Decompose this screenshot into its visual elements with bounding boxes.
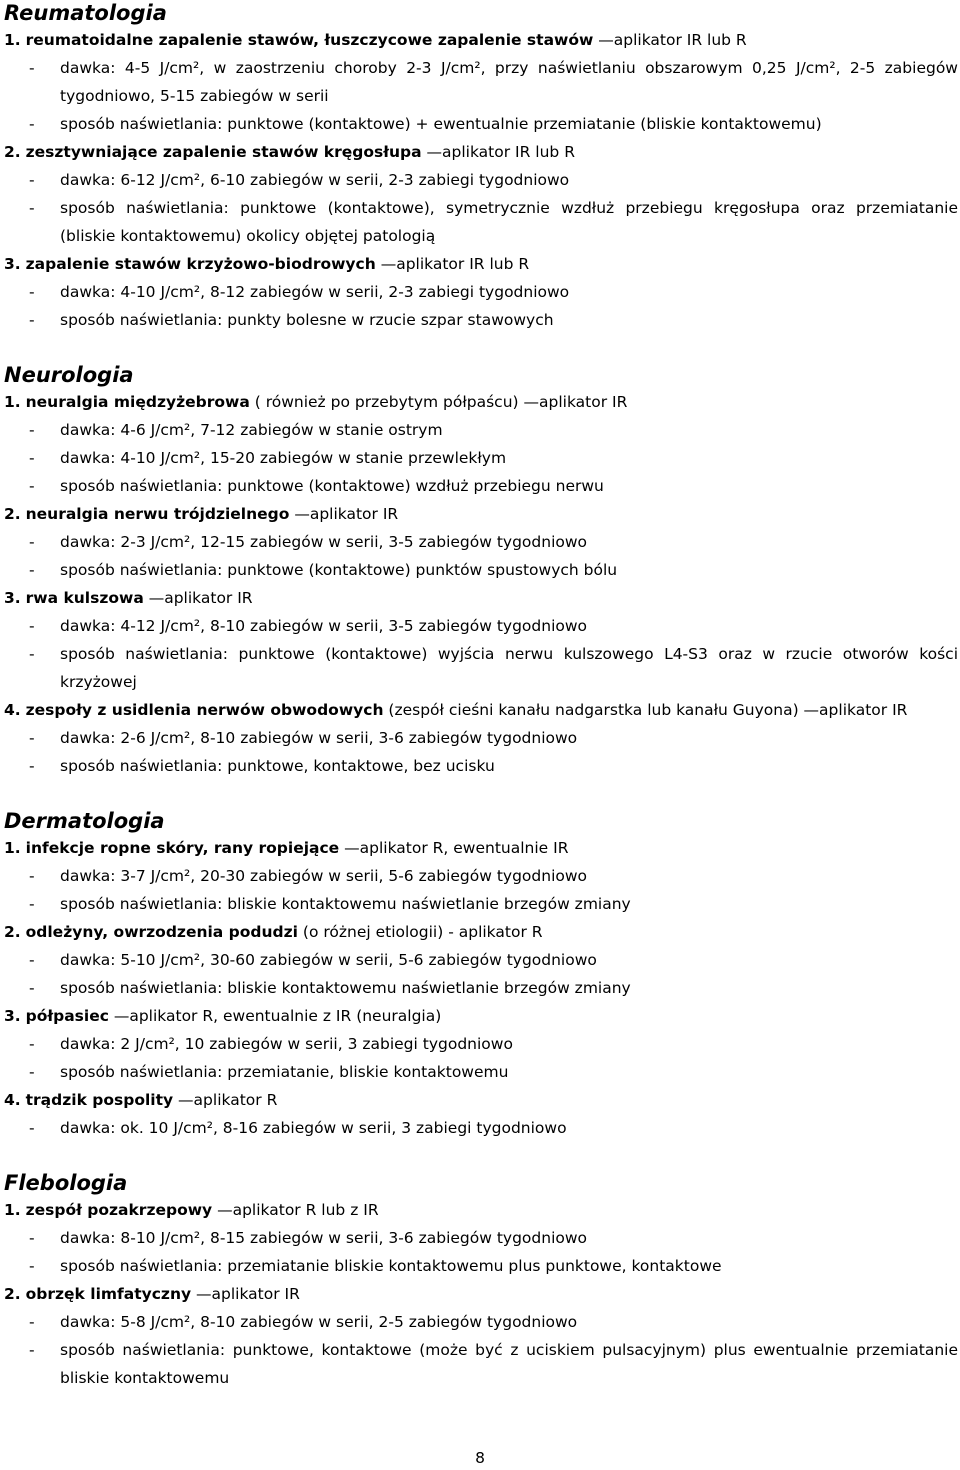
dash: - xyxy=(29,561,35,579)
bullet-text: sposób naświetlania: punkty bolesne w rzucie szpar stawowych xyxy=(60,311,554,329)
dash: - xyxy=(29,1313,35,1331)
item-title: neuralgia nerwu trójdzielnego xyxy=(25,505,290,523)
bullet-line xyxy=(4,444,958,472)
bullet-text: dawka: 4-10 J/cm², 15-20 zabiegów w stanie przewlekłym xyxy=(60,449,507,467)
list-item xyxy=(4,584,958,696)
bullet-text: sposób naświetlania: punktowe (kontaktowe) wzdłuż przebiegu nerwu xyxy=(60,477,604,495)
dash: - xyxy=(29,115,35,133)
bullet-line xyxy=(4,194,958,250)
item-number: 3. xyxy=(4,1007,21,1025)
item-heading xyxy=(4,834,958,862)
list-item xyxy=(4,696,958,780)
item-heading xyxy=(4,584,958,612)
item-applicator: —aplikator IR xyxy=(191,1285,300,1303)
item-heading xyxy=(4,138,958,166)
dash: - xyxy=(29,617,35,635)
section-dermatologia xyxy=(4,808,958,1142)
bullet-text: sposób naświetlania: punktowe (kontaktowe) + ewentualnie przemiatanie (bliskie kontaktowemu) xyxy=(60,115,822,133)
bullet-text: dawka: 4-12 J/cm², 8-10 zabiegów w serii, 3-5 zabiegów tygodniowo xyxy=(60,617,588,635)
bullet-text: sposób naświetlania: przemiatanie, bliskie kontaktowemu xyxy=(60,1063,509,1081)
bullet-text: dawka: ok. 10 J/cm², 8-16 zabiegów w serii, 3 zabiegi tygodniowo xyxy=(60,1119,567,1137)
bullet-text: sposób naświetlania: punktowe (kontaktowe) wyjścia nerwu kulszowego L4-S3 oraz w rzucie otworów kości krzyżowej xyxy=(60,645,958,691)
dash: - xyxy=(29,1035,35,1053)
dash: - xyxy=(29,729,35,747)
list-item xyxy=(4,388,958,500)
item-heading xyxy=(4,26,958,54)
item-number: 1. xyxy=(4,31,21,49)
section-neurologia xyxy=(4,362,958,780)
dash: - xyxy=(29,895,35,913)
item-applicator: —aplikator R lub z IR xyxy=(212,1201,379,1219)
bullet-text: sposób naświetlania: bliskie kontaktowemu naświetlanie brzegów zmiany xyxy=(60,979,631,997)
bullet-line xyxy=(4,556,958,584)
list-item xyxy=(4,26,958,138)
bullet-line xyxy=(4,416,958,444)
section-title: Flebologia xyxy=(4,1171,128,1195)
item-applicator: —aplikator R xyxy=(173,1091,278,1109)
item-title: trądzik pospolity xyxy=(25,1091,174,1109)
item-heading xyxy=(4,918,958,946)
dash: - xyxy=(29,1257,35,1275)
item-title: zespoły z usidlenia nerwów obwodowych xyxy=(25,701,384,719)
document-body xyxy=(4,0,958,1392)
dash: - xyxy=(29,1341,35,1359)
item-applicator: ( również po przebytym półpaścu) —aplikator IR xyxy=(249,393,628,411)
dash: - xyxy=(29,1063,35,1081)
item-applicator: —aplikator R, ewentualnie IR xyxy=(339,839,569,857)
item-number: 3. xyxy=(4,255,21,273)
item-applicator: —aplikator IR xyxy=(143,589,253,607)
item-applicator: —aplikator IR lub R xyxy=(421,143,575,161)
bullet-text: dawka: 2 J/cm², 10 zabiegów w serii, 3 zabiegi tygodniowo xyxy=(60,1035,513,1053)
bullet-line xyxy=(4,278,958,306)
list-item xyxy=(4,1002,958,1086)
dash: - xyxy=(29,421,35,439)
dash: - xyxy=(29,1119,35,1137)
list-item xyxy=(4,1196,958,1280)
dash: - xyxy=(29,449,35,467)
list-item xyxy=(4,1280,958,1392)
item-number: 1. xyxy=(4,393,21,411)
item-number: 2. xyxy=(4,143,21,161)
item-number: 2. xyxy=(4,923,21,941)
item-number: 1. xyxy=(4,839,21,857)
bullet-line xyxy=(4,862,958,890)
item-heading xyxy=(4,696,958,724)
dash: - xyxy=(29,533,35,551)
item-applicator: —aplikator IR lub R xyxy=(375,255,530,273)
dash: - xyxy=(29,867,35,885)
item-applicator: (o różnej etiologii) - aplikator R xyxy=(297,923,543,941)
item-title: infekcje ropne skóry, rany ropiejące xyxy=(25,839,340,857)
item-heading xyxy=(4,250,958,278)
bullet-text: dawka: 4-10 J/cm², 8-12 zabiegów w serii, 2-3 zabiegi tygodniowo xyxy=(60,283,570,301)
bullet-line xyxy=(4,1058,958,1086)
item-title: zapalenie stawów krzyżowo-biodrowych xyxy=(25,255,376,273)
bullet-line xyxy=(4,1252,958,1280)
item-title: odleżyny, owrzodzenia podudzi xyxy=(25,923,298,941)
dash: - xyxy=(29,477,35,495)
item-number: 4. xyxy=(4,1091,21,1109)
item-number: 1. xyxy=(4,1201,21,1219)
bullet-line xyxy=(4,752,958,780)
list-item xyxy=(4,834,958,918)
item-number: 4. xyxy=(4,701,21,719)
item-heading xyxy=(4,1280,958,1308)
bullet-text: dawka: 3-7 J/cm², 20-30 zabiegów w serii, 5-6 zabiegów tygodniowo xyxy=(60,867,588,885)
item-number: 3. xyxy=(4,589,21,607)
item-title: zespół pozakrzepowy xyxy=(25,1201,213,1219)
bullet-text: sposób naświetlania: przemiatanie bliskie kontaktowemu plus punktowe, kontaktowe xyxy=(60,1257,722,1275)
bullet-text: sposób naświetlania: bliskie kontaktowemu naświetlanie brzegów zmiany xyxy=(60,895,631,913)
bullet-text: dawka: 4-5 J/cm², w zaostrzeniu choroby 2-3 J/cm², przy naświetlaniu obszarowym 0,25 J/cm², 2-5 zabiegów tygodniowo, 5-15 zabiegów w serii xyxy=(60,59,958,105)
item-heading xyxy=(4,388,958,416)
bullet-line xyxy=(4,946,958,974)
dash: - xyxy=(29,171,35,189)
bullet-line xyxy=(4,1336,958,1392)
page-number: 8 xyxy=(475,1449,485,1467)
bullet-line xyxy=(4,1030,958,1058)
dash: - xyxy=(29,59,35,77)
item-title: zesztywniające zapalenie stawów kręgosłupa xyxy=(25,143,422,161)
item-title: obrzęk limfatyczny xyxy=(25,1285,192,1303)
item-title: półpasiec xyxy=(25,1007,109,1025)
list-item xyxy=(4,1086,958,1142)
bullet-text: sposób naświetlania: punktowe, kontaktowe, bez ucisku xyxy=(60,757,495,775)
bullet-text: dawka: 5-10 J/cm², 30-60 zabiegów w serii, 5-6 zabiegów tygodniowo xyxy=(60,951,597,969)
bullet-line xyxy=(4,54,958,110)
bullet-line xyxy=(4,1114,958,1142)
item-applicator: —aplikator IR lub R xyxy=(593,31,747,49)
bullet-line xyxy=(4,306,958,334)
bullet-line xyxy=(4,612,958,640)
dash: - xyxy=(29,979,35,997)
dash: - xyxy=(29,283,35,301)
item-title: neuralgia międzyżebrowa xyxy=(25,393,250,411)
dash: - xyxy=(29,311,35,329)
bullet-line xyxy=(4,1308,958,1336)
item-number: 2. xyxy=(4,1285,21,1303)
bullet-text: dawka: 5-8 J/cm², 8-10 zabiegów w serii, 2-5 zabiegów tygodniowo xyxy=(60,1313,578,1331)
dash: - xyxy=(29,199,35,217)
bullet-line xyxy=(4,472,958,500)
item-title: rwa kulszowa xyxy=(25,589,144,607)
bullet-text: dawka: 2-6 J/cm², 8-10 zabiegów w serii, 3-6 zabiegów tygodniowo xyxy=(60,729,578,747)
bullet-text: dawka: 2-3 J/cm², 12-15 zabiegów w serii, 3-5 zabiegów tygodniowo xyxy=(60,533,588,551)
section-title: Dermatologia xyxy=(4,809,165,833)
item-title: reumatoidalne zapalenie stawów, łuszczycowe zapalenie stawów xyxy=(25,31,594,49)
bullet-text: dawka: 8-10 J/cm², 8-15 zabiegów w serii, 3-6 zabiegów tygodniowo xyxy=(60,1229,588,1247)
bullet-line xyxy=(4,110,958,138)
item-heading xyxy=(4,1196,958,1224)
bullet-line xyxy=(4,528,958,556)
item-applicator: (zespół cieśni kanału nadgarstka lub kanału Guyona) —aplikator IR xyxy=(383,701,908,719)
section-title: Neurologia xyxy=(4,363,134,387)
item-heading xyxy=(4,1086,958,1114)
list-item xyxy=(4,138,958,250)
item-applicator: —aplikator IR xyxy=(289,505,399,523)
bullet-line xyxy=(4,1224,958,1252)
bullet-line xyxy=(4,890,958,918)
section-reumatologia xyxy=(4,0,958,334)
dash: - xyxy=(29,757,35,775)
bullet-line xyxy=(4,724,958,752)
bullet-text: dawka: 6-12 J/cm², 6-10 zabiegów w serii, 2-3 zabiegi tygodniowo xyxy=(60,171,570,189)
bullet-text: sposób naświetlania: punktowe (kontaktowe) punktów spustowych bólu xyxy=(60,561,618,579)
item-heading xyxy=(4,1002,958,1030)
bullet-line xyxy=(4,640,958,696)
list-item xyxy=(4,918,958,1002)
list-item xyxy=(4,500,958,584)
bullet-line xyxy=(4,166,958,194)
section-flebologia xyxy=(4,1170,958,1392)
dash: - xyxy=(29,1229,35,1247)
bullet-line xyxy=(4,974,958,1002)
bullet-text: dawka: 4-6 J/cm², 7-12 zabiegów w stanie ostrym xyxy=(60,421,443,439)
dash: - xyxy=(29,645,35,663)
section-title: Reumatologia xyxy=(4,1,167,25)
item-heading xyxy=(4,500,958,528)
dash: - xyxy=(29,951,35,969)
bullet-text: sposób naświetlania: punktowe (kontaktowe), symetrycznie wzdłuż przebiegu kręgosłupa oraz przemiatanie (bliskie kontaktowemu) okolicy objętej patologią xyxy=(60,199,958,245)
list-item xyxy=(4,250,958,334)
item-number: 2. xyxy=(4,505,21,523)
bullet-text: sposób naświetlania: punktowe, kontaktowe (może być z uciskiem pulsacyjnym) plus ewentualnie przemiatanie bliskie kontaktowemu xyxy=(60,1341,958,1387)
item-applicator: —aplikator R, ewentualnie z IR (neuralgia) xyxy=(108,1007,442,1025)
